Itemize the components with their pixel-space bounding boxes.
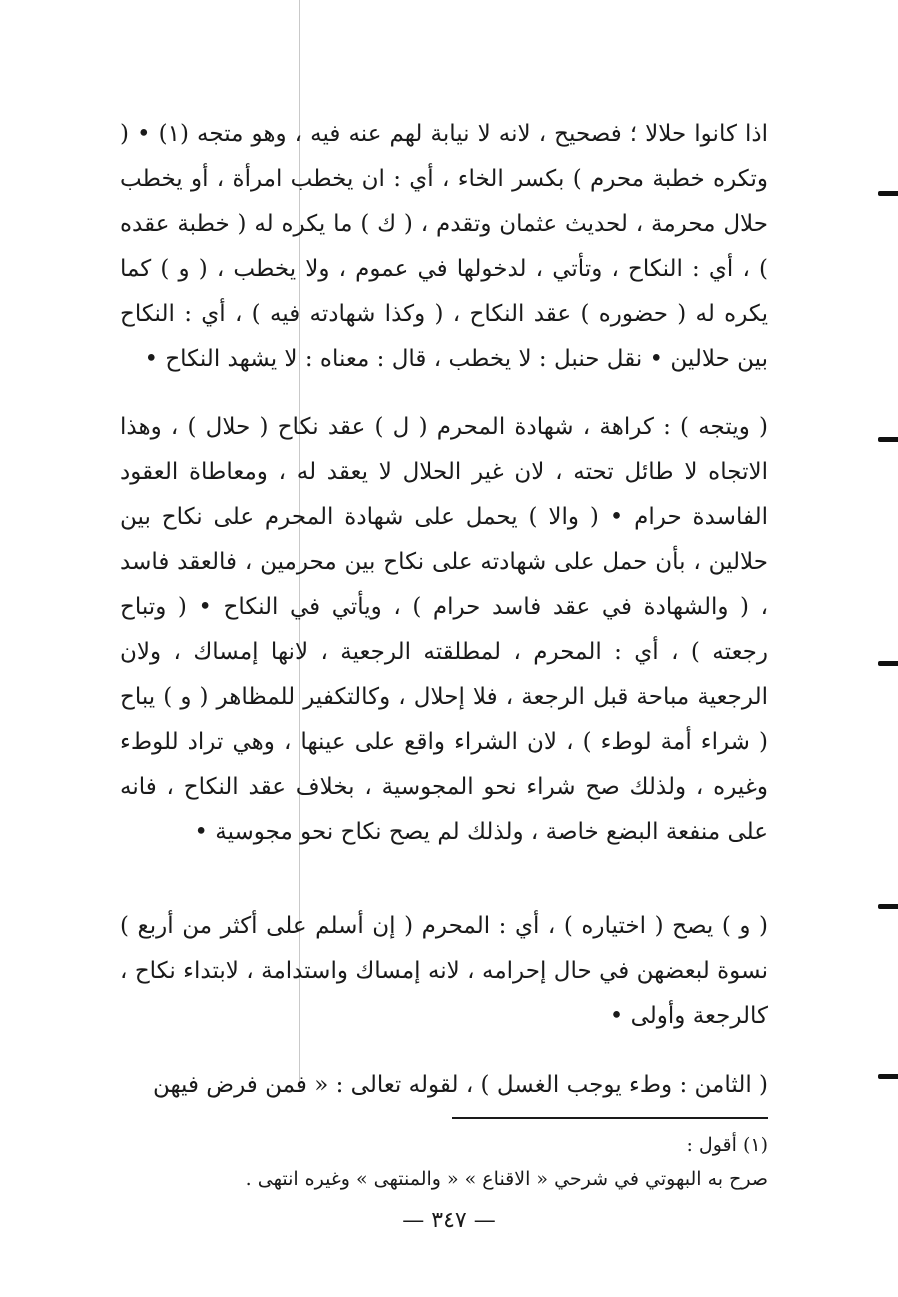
edge-mark — [878, 191, 898, 196]
footnote-label: (١) أقول : — [686, 1134, 768, 1156]
paragraph-2 — [120, 405, 768, 855]
paragraph-3 — [120, 904, 768, 1039]
edge-mark — [878, 1074, 898, 1079]
footnote-separator — [452, 1117, 768, 1119]
edge-mark — [878, 661, 898, 666]
paragraph-text: ( و ) يصح ( اختياره ) ، أي : المحرم ( إن أسلم على أكثر من أربع ) نسوة لبعضهن في حال إحرامه ، لانه إمساك واستدامة ، لابتداء نكاح ، كالرجعة وأولى • — [120, 913, 768, 1029]
paragraph-text: اذا كانوا حلالا ؛ فصحيح ، لانه لا نيابة لهم عنه فيه ، وهو متجه (١) • ( وتكره خطبة محرم ) بكسر الخاء ، أي : ان يخطب امرأة ، أو يخطب حلال محرمة ، لحديث عثمان وتقدم ، ( ك ) ما يكره له ( خطبة عقده ) ، أي : النكاح ، وتأتي ، لدخولها في عموم ، ولا يخطب ، ( و ) كما يكره له ( حضوره ) عقد النكاح ، ( وكذا شهادته فيه ) ، أي : النكاح بين حلالين • نقل حنبل : لا يخطب ، قال : معناه : لا يشهد النكاح • — [120, 121, 768, 372]
edge-mark — [878, 437, 898, 442]
footnote-text: صرح به البهوتي في شرحي « الاقناع » « والمنتهى » وغيره انتهى . — [245, 1168, 768, 1190]
paragraph-4 — [120, 1063, 768, 1108]
edge-mark — [878, 904, 898, 909]
paragraph-1 — [120, 112, 768, 382]
paragraph-text: ( الثامن : وطء يوجب الغسل ) ، لقوله تعالى : « فمن فرض فيهن — [152, 1072, 768, 1098]
paragraph-text: ( ويتجه ) : كراهة ، شهادة المحرم ( ل ) عقد نكاح ( حلال ) ، وهذا الاتجاه لا طائل تحته ، لان غير الحلال لا يعقد له ، ومعاطاة العقود الفاسدة حرام • ( والا ) يحمل على شهادة المحرم على نكاح بين حلالين ، بأن حمل على شهادته على نكاح بين محرمين ، فالعقد فاسد ، ( والشهادة في عقد فاسد حرام ) ، ويأتي في النكاح • ( وتباح رجعته ) ، أي : المحرم ، لمطلقته الرجعية ، لانها إمساك ، ولان الرجعية مباحة قبل الرجعة ، فلا إحلال ، وكالتكفير للمظاهر ( و ) يباح ( شراء أمة لوطء ) ، لان الشراء واقع على عينها ، وهي تراد للوطء وغيره ، ولذلك صح شراء نحو المجوسية ، بخلاف عقد النكاح ، فانه على منفعة البضع خاصة ، ولذلك لم يصح نكاح نحو مجوسية • — [120, 414, 768, 845]
page-number: — ٣٤٧ — — [402, 1208, 496, 1233]
